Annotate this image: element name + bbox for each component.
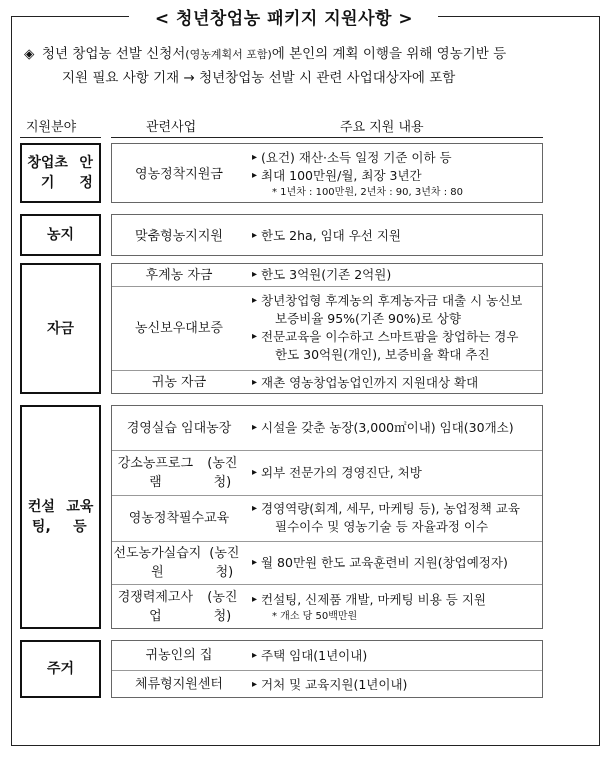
footnote: * 1년차 : 100만원, 2년차 : 90, 3년차 : 80 [272,186,463,198]
page-title: < 청년창업농 패키지 지원사항 > [154,9,414,29]
content-line: ▸ 컨설팅, 신제품 개발, 마케팅 비용 등 지원 [252,591,542,609]
content-line: ▸ 시설을 갖춘 농장(3,000㎡이내) 임대(30개소) [252,419,542,437]
program-name [112,584,246,630]
program-group [111,640,543,698]
program-label: (농진청) [209,545,240,580]
program-label: 농신보 [135,320,173,336]
program-name [112,641,246,670]
program-group [111,143,543,203]
program-name [112,215,246,257]
program-label: 후계농 자금 [145,267,213,283]
category-label: 안정 [79,155,93,191]
program-label: 영농정착필수교육 [128,510,230,526]
program-label: 귀농인의 집 [145,648,213,663]
header-underline-main [111,137,543,138]
program-label: (농진청) [207,590,238,624]
header-content: 주요 지원 내용 [340,120,424,135]
program-label: 귀농 자금 [151,375,207,390]
category-label: 자금 [46,320,75,337]
support-content [252,500,542,536]
program-label: 체류형지원센터 [135,677,223,692]
content-line: ▸ 월 80만원 한도 교육훈련비 지원(창업예정자) [252,554,542,572]
category-label: 교육 등 [66,499,94,535]
content-line: ▸ 주택 임대(1년이내) [252,647,542,665]
intro-line-1-b: 에 본인의 계획 이행을 위해 영농기반 등 [271,46,507,62]
content-line: ▸ 외부 전문가의 경영진단, 처방 [252,464,542,482]
category-label: 컨설팅, [27,499,55,535]
frame-top-right [438,16,600,17]
intro-line-1-small: (영농계획서 포함) [185,48,272,61]
program-group [111,405,543,629]
program-group [111,263,543,394]
header-category: 지원분야 [26,120,77,135]
support-content [252,149,542,200]
content-line: ▸ 한도 2ha, 임대 우선 지원 [252,227,542,245]
program-label: 우대보증 [172,320,223,336]
content-line: ▸ (요건) 재산·소득 일정 기준 이하 등 [252,149,542,167]
content-line: ▸ 한도 3억원(기존 2억원) [252,266,542,284]
program-name [112,406,246,450]
program-name [112,670,246,699]
content-line: 한도 30억원(개인), 보증비율 확대 추진 [275,347,490,362]
support-content [252,464,542,482]
content-line: ▸ 경영역량(회계, 세무, 마케팅 등), 농업정책 교육 [252,500,542,518]
program-label: 강소농프로그램 [117,455,194,490]
category-cell [20,640,101,698]
category-cell [20,405,101,629]
program-label: 선도농가실습지원 [113,545,202,580]
support-content [252,227,542,245]
content-line: 보증비율 95%(기존 90%)로 상향 [275,311,461,326]
support-content [252,266,542,284]
category-cell [20,263,101,394]
program-label: (농진청) [207,455,238,490]
support-content [252,647,542,665]
category-label: 농지 [46,227,75,243]
frame-top-left [11,16,129,17]
content-line: ▸ 최대 100만원/월, 최장 3년간 [252,167,542,185]
program-label: 경영실습 임대농장 [126,420,232,436]
program-name [112,286,246,370]
diamond-bullet-icon: ◈ [24,46,35,62]
intro-line-2: 지원 필요 사항 기재 → 청년창업농 선발 시 관련 사업대상자에 포함 [62,70,456,86]
category-cell [20,143,101,203]
program-label: 농지지원 [172,228,223,244]
support-content [252,374,542,392]
program-name [112,264,246,286]
program-name [112,370,246,395]
category-label: 창업초기 [27,155,68,191]
support-content [252,591,542,624]
program-label: 영농정착지원금 [135,166,223,182]
category-cell [20,214,101,256]
support-content [252,292,542,364]
header-program: 관련사업 [146,120,197,135]
intro-line-1 [42,42,506,67]
program-group [111,214,543,256]
content-line: 필수이수 및 영농기술 등 자율과정 이수 [275,519,489,534]
program-name [112,541,246,584]
program-name [112,450,246,495]
support-content [252,676,542,694]
intro-line-1-a: 청년 창업농 선발 신청서 [42,46,186,62]
content-line: ▸ 거처 및 교육지원(1년이내) [252,676,542,694]
program-name [112,495,246,541]
support-content [252,419,542,437]
program-label: 경쟁력제고사업 [117,590,194,624]
header-underline-category [20,137,101,138]
footnote: * 개소 당 50백만원 [272,610,358,622]
support-content [252,554,542,572]
content-line: ▸ 전문교육을 이수하고 스마트팜을 창업하는 경우 [252,328,542,346]
program-label: 맞춤형 [135,228,173,244]
category-label: 주거 [46,661,75,677]
content-line: ▸ 재촌 영농창업농업인까지 지원대상 확대 [252,374,542,392]
content-line: ▸ 창년창업형 후계농의 후계농자금 대출 시 농신보 [252,292,542,310]
program-name [112,144,246,204]
